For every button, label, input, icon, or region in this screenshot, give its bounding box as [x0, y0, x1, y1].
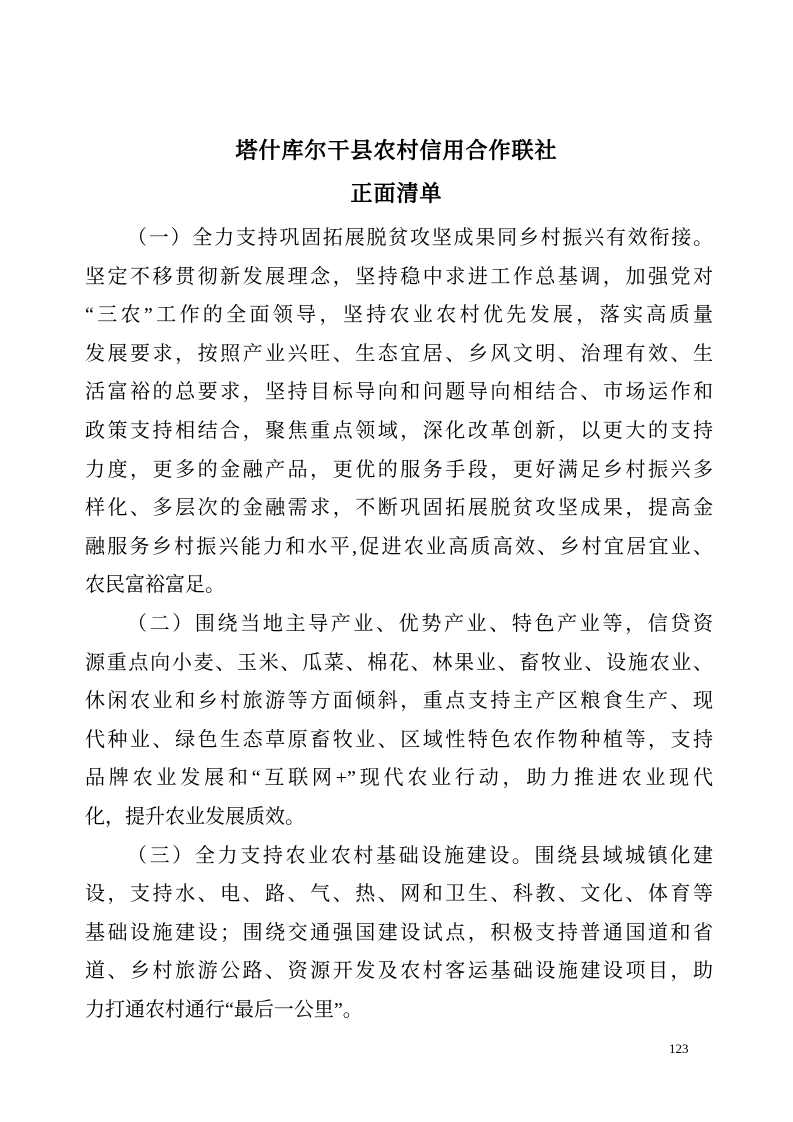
- text-line: 政策支持相结合，聚焦重点领域，深化改革创新，以更大的支持: [85, 419, 713, 442]
- document-body: [85, 219, 713, 1029]
- text-line: 坚定不移贯彻新发展理念，坚持稳中求进工作总基调，加强党对: [85, 265, 713, 288]
- text-line: 活富裕的总要求，坚持目标导向和问题导向相结合、市场运作和: [85, 381, 713, 404]
- text-line: 品牌农业发展和“互联网+”现代农业行动，助力推进农业现代: [85, 767, 713, 790]
- document-title: 塔什库尔干县农村信用合作联社: [235, 138, 558, 163]
- text-line: 样化、多层次的金融需求，不断巩固拓展脱贫攻坚成果，提高金: [85, 497, 713, 520]
- text-line: 休闲农业和乡村旅游等方面倾斜，重点支持主产区粮食生产、现: [85, 690, 713, 713]
- text-line: 力打通农村通行“最后一公里”。: [85, 998, 363, 1021]
- text-line: 力度，更多的金融产品，更优的服务手段，更好满足乡村振兴多: [85, 458, 713, 481]
- page-number: 123: [669, 1041, 689, 1056]
- text-line: （一）全力支持巩固拓展脱贫攻坚成果同乡村振兴有效衔接。: [127, 227, 713, 249]
- paragraph: [85, 605, 713, 837]
- text-line: 化，提升农业发展质效。: [85, 805, 305, 828]
- text-line: （二）围绕当地主导产业、优势产业、特色产业等，信贷资: [127, 612, 713, 635]
- paragraph: [85, 219, 713, 605]
- text-line: 农民富裕富足。: [85, 574, 225, 597]
- text-line: 代种业、绿色生态草原畜牧业、区域性特色农作物种植等，支持: [85, 728, 713, 751]
- text-line: 基础设施建设；围绕交通强国建设试点，积极支持普通国道和省: [85, 921, 713, 944]
- document-subtitle: 正面清单: [350, 181, 443, 206]
- text-line: （三）全力支持农业农村基础设施建设。围绕县域城镇化建: [127, 844, 713, 867]
- text-line: 发展要求，按照产业兴旺、生态宜居、乡风文明、治理有效、生: [85, 342, 713, 365]
- text-line: “三农”工作的全面领导，坚持农业农村优先发展，落实高质量: [85, 304, 713, 327]
- text-line: 融服务乡村振兴能力和水平,促进农业高质高效、乡村宜居宜业、: [85, 535, 713, 558]
- paragraph: [85, 837, 713, 1030]
- text-line: 设，支持水、电、路、气、热、网和卫生、科教、文化、体育等: [85, 883, 713, 906]
- text-line: 源重点向小麦、玉米、瓜菜、棉花、林果业、畜牧业、设施农业、: [85, 651, 713, 674]
- text-line: 道、乡村旅游公路、资源开发及农村客运基础设施建设项目，助: [85, 960, 713, 983]
